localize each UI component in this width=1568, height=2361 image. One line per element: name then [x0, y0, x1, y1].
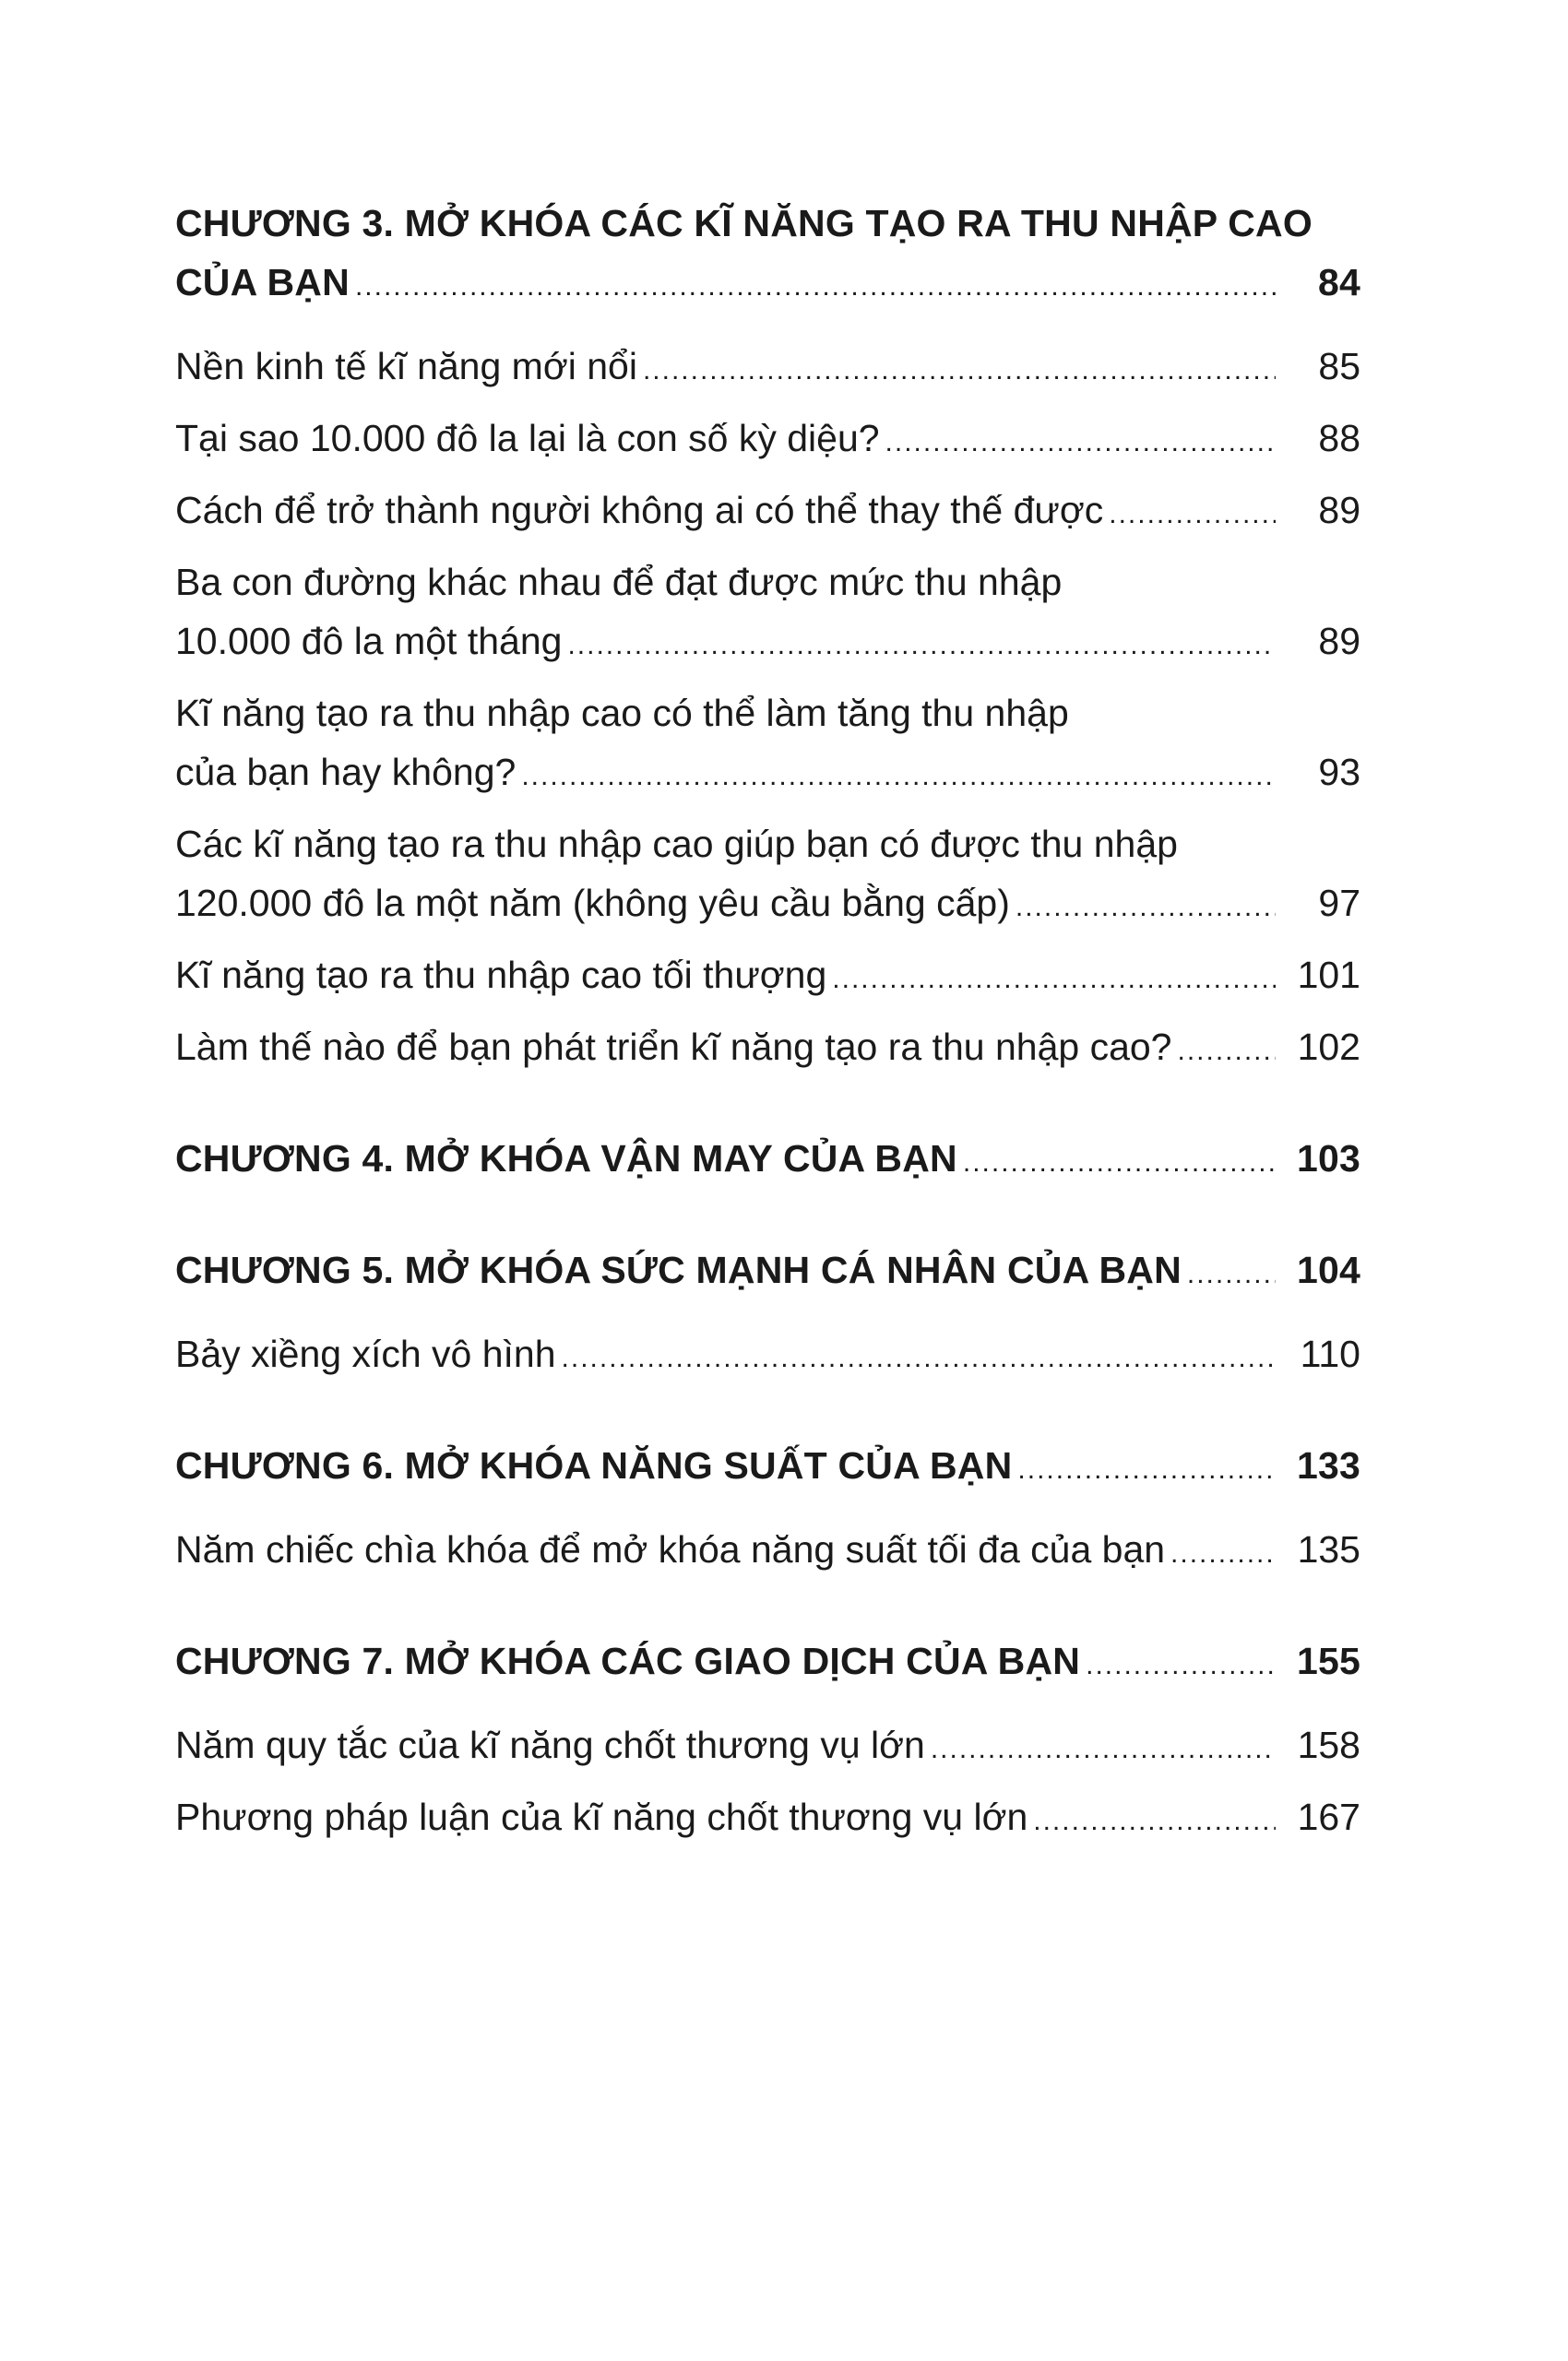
table-of-contents: [175, 194, 1360, 1851]
dot-leader: [1086, 1636, 1276, 1695]
dot-leader: [1109, 485, 1276, 544]
dot-leader: [562, 1329, 1276, 1388]
chapter-title-line: CHƯƠNG 3. MỞ KHÓA CÁC KĨ NĂNG TẠO RA THU NHẬP CAO: [175, 202, 1313, 244]
toc-entry[interactable]: [175, 814, 1360, 937]
toc-entry[interactable]: [175, 1324, 1360, 1388]
page-number: 133: [1296, 1444, 1360, 1487]
dot-leader: [567, 616, 1276, 675]
toc-entry[interactable]: [175, 1787, 1360, 1851]
page-number: 85: [1318, 345, 1360, 387]
entry-title: Cách để trở thành người không ai có thể thay thế được: [175, 489, 1104, 531]
toc-entry[interactable]: [175, 552, 1360, 675]
dot-leader: [1016, 878, 1276, 937]
entry-title: Nền kinh tế kĩ năng mới nổi: [175, 345, 637, 387]
page-number: 97: [1318, 882, 1360, 924]
entry-title: Năm quy tắc của kĩ năng chốt thương vụ lớn: [175, 1724, 925, 1766]
toc-entry[interactable]: [175, 337, 1360, 400]
toc-chapter-7[interactable]: [175, 1631, 1360, 1695]
entry-title-line: Ba con đường khác nhau để đạt được mức thu nhập: [175, 561, 1063, 603]
chapter-title: CHƯƠNG 7. MỞ KHÓA CÁC GIAO DỊCH CỦA BẠN: [175, 1640, 1081, 1682]
entry-title: 120.000 đô la một năm (không yêu cầu bằng cấp): [175, 882, 1010, 924]
page-number: 158: [1297, 1724, 1360, 1766]
dot-leader: [643, 341, 1276, 400]
dot-leader: [1177, 1022, 1276, 1081]
toc-entry[interactable]: [175, 945, 1360, 1009]
entry-title-line: Kĩ năng tạo ra thu nhập cao có thể làm tăng thu nhập: [175, 692, 1069, 734]
chapter-title: CHƯƠNG 4. MỞ KHÓA VẬN MAY CỦA BẠN: [175, 1137, 957, 1180]
toc-entry[interactable]: [175, 683, 1360, 806]
page-number: 89: [1318, 620, 1360, 662]
page-number: 155: [1296, 1640, 1360, 1682]
toc-chapter-5[interactable]: [175, 1240, 1360, 1304]
entry-title: Phương pháp luận của kĩ năng chốt thương vụ lớn: [175, 1796, 1028, 1838]
entry-title: Tại sao 10.000 đô la lại là con số kỳ diệu?: [175, 417, 880, 459]
page-number: 89: [1318, 489, 1360, 531]
dot-leader: [1170, 1525, 1276, 1584]
page-number: 103: [1296, 1137, 1360, 1180]
page-number: 102: [1297, 1026, 1360, 1068]
entry-title: Kĩ năng tạo ra thu nhập cao tối thượng: [175, 954, 827, 996]
toc-entry[interactable]: [175, 1715, 1360, 1779]
page-number: 88: [1318, 417, 1360, 459]
toc-chapter-3[interactable]: [175, 194, 1360, 316]
page-number: 167: [1297, 1796, 1360, 1838]
toc-chapter-4[interactable]: [175, 1129, 1360, 1192]
dot-leader: [885, 413, 1276, 472]
chapter-title: CHƯƠNG 5. MỞ KHÓA SỨC MẠNH CÁ NHÂN CỦA BẠN: [175, 1249, 1182, 1291]
toc-entry[interactable]: [175, 1017, 1360, 1081]
page-number: 104: [1296, 1249, 1360, 1291]
dot-leader: [1187, 1245, 1276, 1304]
dot-leader: [355, 257, 1276, 316]
page-number: 110: [1300, 1333, 1360, 1375]
toc-entry[interactable]: [175, 409, 1360, 472]
chapter-title-line: CỦA BẠN: [175, 261, 350, 303]
dot-leader: [521, 747, 1276, 806]
entry-title: Năm chiếc chìa khóa để mở khóa năng suất tối đa của bạn: [175, 1528, 1166, 1571]
entry-title: 10.000 đô la một tháng: [175, 620, 563, 662]
entry-title-line: Các kĩ năng tạo ra thu nhập cao giúp bạn có được thu nhập: [175, 823, 1178, 865]
dot-leader: [963, 1133, 1276, 1192]
dot-leader: [832, 950, 1276, 1009]
toc-chapter-6[interactable]: [175, 1436, 1360, 1500]
dot-leader: [1017, 1441, 1276, 1500]
entry-title: của bạn hay không?: [175, 751, 517, 793]
dot-leader: [1033, 1792, 1276, 1851]
toc-entry[interactable]: [175, 1520, 1360, 1584]
chapter-title: CHƯƠNG 6. MỞ KHÓA NĂNG SUẤT CỦA BẠN: [175, 1444, 1013, 1487]
entry-title: Bảy xiềng xích vô hình: [175, 1333, 556, 1375]
page-number: 101: [1297, 954, 1360, 996]
page-number: 93: [1318, 751, 1360, 793]
page-number: 135: [1297, 1528, 1360, 1571]
page-number: 84: [1317, 261, 1360, 303]
entry-title: Làm thế nào để bạn phát triển kĩ năng tạo ra thu nhập cao?: [175, 1026, 1172, 1068]
dot-leader: [931, 1720, 1276, 1779]
toc-entry[interactable]: [175, 481, 1360, 544]
